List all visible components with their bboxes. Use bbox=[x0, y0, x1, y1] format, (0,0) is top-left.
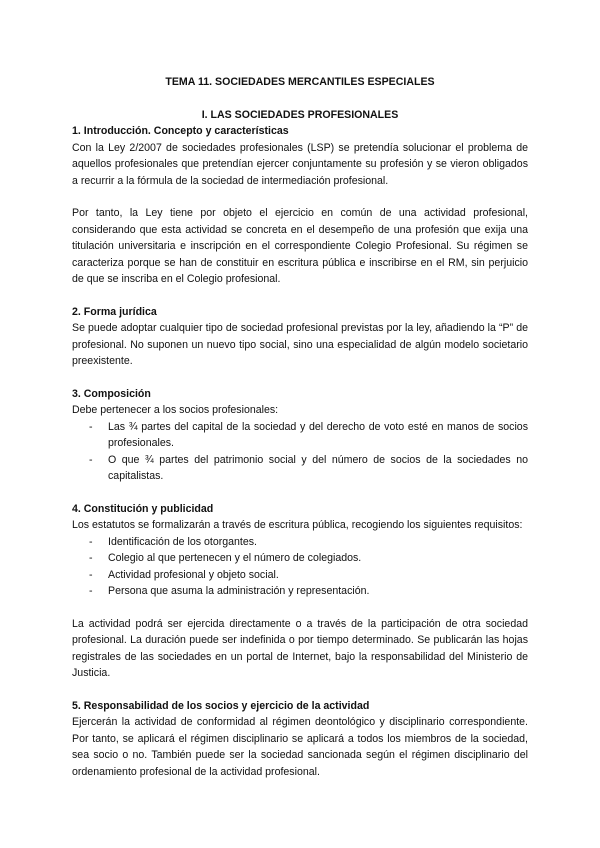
dash-bullet: - bbox=[89, 420, 93, 433]
list-item: - Colegio al que pertenecen y el número de colegiados. bbox=[72, 550, 528, 567]
heading-forma-juridica: 2. Forma jurídica bbox=[72, 305, 157, 318]
section-title: I. LAS SOCIEDADES PROFESIONALES bbox=[201, 108, 399, 121]
list-requisitos bbox=[72, 534, 528, 600]
list-item: - Actividad profesional y objeto social. bbox=[72, 567, 528, 584]
list-item: - Las ¾ partes del capital de la sociedad y del derecho de voto esté en manos de socios profesionales. bbox=[89, 420, 528, 449]
list-item: - Persona que asuma la administración y representación. bbox=[72, 583, 528, 600]
dash-bullet: - bbox=[89, 585, 93, 597]
list-composicion bbox=[72, 419, 528, 485]
paragraph-forma-juridica: Se puede adoptar cualquier tipo de sociedad profesional previstas por la ley, añadiendo la “P” de profesional. No suponen un nuevo tipo social, sino una especialidad de algún modelo societario preexistente. bbox=[72, 322, 528, 367]
list-item: - Identificación de los otorgantes. bbox=[72, 534, 528, 551]
list-item: - O que ¾ partes del patrimonio social y del número de socios de la sociedades no capitalistas. bbox=[89, 453, 528, 482]
dash-bullet: - bbox=[89, 552, 93, 564]
dash-bullet: - bbox=[89, 453, 93, 466]
heading-constitucion: 4. Constitución y publicidad bbox=[72, 502, 214, 515]
paragraph-constitucion-2: La actividad podrá ser ejercida directamente o a través de la participación de otra sociedad profesional. La duración puede ser indefinida o por tiempo determinado. Se publicarán las hojas registrales de las sociedades en un portal de Internet, bajo la responsabilidad del Ministerio de Justicia. bbox=[72, 617, 528, 679]
paragraph-constitucion-intro: Los estatutos se formalizarán a través de escritura pública, recogiendo los siguientes requisitos: bbox=[72, 519, 523, 531]
paragraph-introduccion-2: Por tanto, la Ley tiene por objeto el ejercicio en común de una actividad profesional, considerando que esta actividad se concreta en el desempeño de una profesión que exija una titulación universitaria e inscripción en el correspondiente Colegio Profesional. Su régimen se caracteriza porque se han de constituir en escritura pública e inscribirse en el RM, sin perjuicio de que se inscriba en el Colegio profesional. bbox=[72, 207, 528, 285]
dash-bullet: - bbox=[89, 535, 93, 548]
dash-bullet: - bbox=[89, 568, 93, 581]
paragraph-responsabilidad: Ejercerán la actividad de conformidad al régimen deontológico y disciplinario correspondiente. Por tanto, se aplicará el régimen disciplinario se aplicará a todos los miembros de la sociedad, sea socio o no. También puede ser la sociedad sancionada según el régimen disciplinario del ordenamiento profesional de la actividad profesional. bbox=[72, 716, 528, 778]
heading-responsabilidad: 5. Responsabilidad de los socios y ejercicio de la actividad bbox=[72, 699, 370, 712]
paragraph-composicion-intro: Debe pertenecer a los socios profesionales: bbox=[72, 404, 279, 416]
heading-composicion: 3. Composición bbox=[72, 387, 151, 400]
document-title: TEMA 11. SOCIEDADES MERCANTILES ESPECIALES bbox=[165, 76, 435, 88]
heading-introduccion: 1. Introducción. Concepto y características bbox=[72, 125, 289, 137]
paragraph-introduccion-1: Con la Ley 2/2007 de sociedades profesionales (LSP) se pretendía solucionar el problema de aquellos profesionales que pretendían ejercer conjuntamente su profesión y se vieron obligados a recurrir a la fórmula de la sociedad de intermediación profesional. bbox=[72, 141, 528, 187]
